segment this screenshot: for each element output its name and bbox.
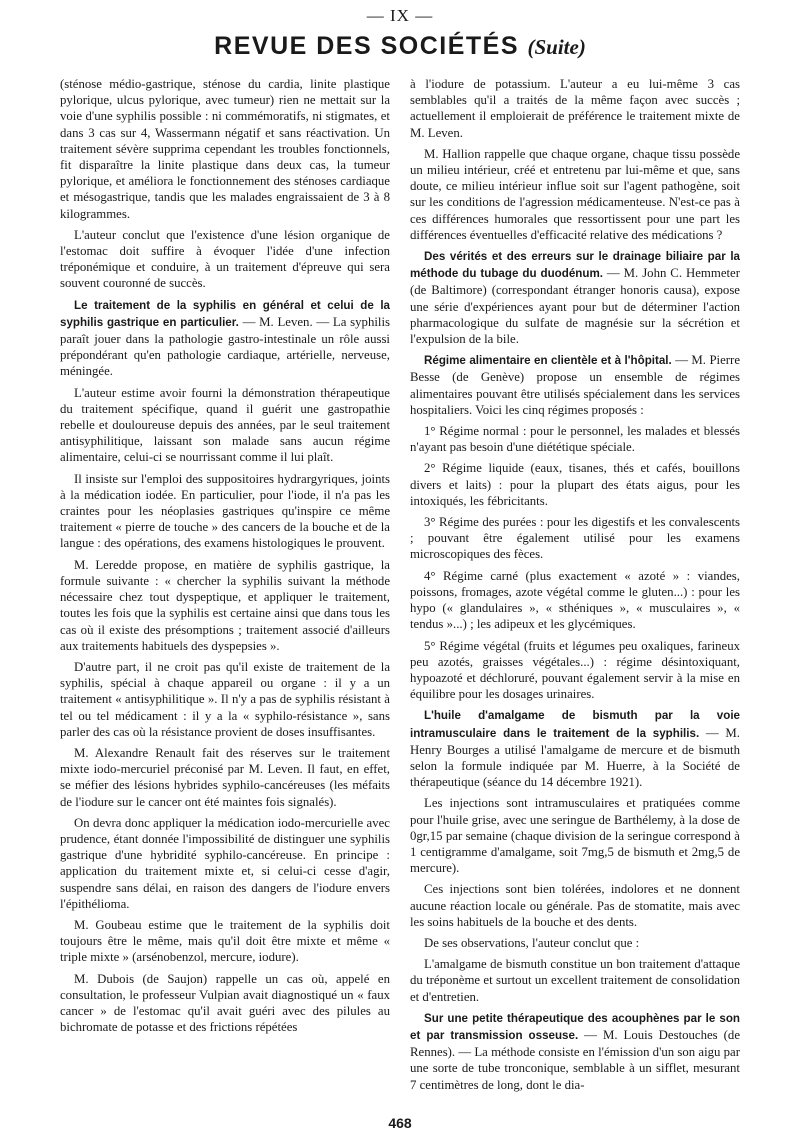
paragraph-text: 4° Régime carné (plus exactement « azoté » : viandes, poissons, fromages, azote végétal comme le gluten...) : pour les hypo (« glandulaires », « sthéniques », « musculaires », « tendus »...) ; les adipeux et les glycémiques. (410, 568, 740, 632)
paragraph-text: à l'iodure de potassium. L'auteur a eu lui-même 3 cas semblables qu'il a traités de la même façon avec succès ; actuellement il emploierait de préférence le traitement mixte de M. Leven. (410, 77, 740, 140)
paragraph (410, 956, 740, 1005)
paragraph-text: M. Leredde propose, en matière de syphilis gastrique, la formule suivante : « chercher la syphilis suivant la méthode nécessaire chez tout dyspeptique, et appliquer le traitement, toutes les fois que la syphilis est certaine ainsi que dans tous les cas où il existe des présomptions ; traitement associé d'ailleurs aux traitements habituels des dyspepsies ». (60, 557, 390, 653)
section-heading: Régime alimentaire en clientèle et à l'hôpital. (424, 354, 672, 368)
columns (60, 76, 740, 1098)
paragraph-text: Il insiste sur l'emploi des suppositoires hydrargyriques, joints à la médication iodée. En particulier, pour l'iode, il n'a pas les craintes pour les néoplasies gastriques qu'inspire ce même traitement « pierre de touche » des cancers de la bouche et de la langue : des opérations, des examens histologiques le prouvent. (60, 471, 390, 551)
paragraph (60, 297, 390, 380)
paragraph (410, 248, 740, 347)
paragraph-text: — M. Leven. — La syphilis paraît jouer dans la pathologie gastro-intestinale un rôle aussi prépondérant qu'en pathologie cardiaque, artérielle, nerveuse, méningée. (60, 314, 391, 379)
roman-page-number: — IX — (366, 6, 434, 25)
paragraph-text: L'auteur conclut que l'existence d'une lésion organique de l'estomac doit suffire à évoquer l'idée d'une infection tréponémique et conduire, à un traitement d'épreuve qui sera souvent couronné de succès. (60, 227, 390, 291)
paragraph-text: Les injections sont intramusculaires et pratiquées comme pour l'huile grise, avec une seringue de Barthélemy, à la dose de 0gr,15 par semaine (chaque division de la seringue correspond à 1 centigramme d'amalgame, soit 7mg,5 de bismuth et 2mg,5 de mercure). (410, 796, 740, 876)
paragraph-text: M. Dubois (de Saujon) rappelle un cas où, appelé en consultation, le professeur Vulpian avait diagnostiqué un « faux cancer » de l'estomac qu'il avait guéri avec des pilules au bichromate de potasse et des frictions répétées (60, 971, 390, 1035)
paragraph-text: Ces injections sont bien tolérées, indolores et ne donnent aucune réaction locale ou générale. Pas de stomatite, mais avec les soins habituels de la bouche et des dents. (410, 882, 740, 929)
paragraph-text: L'auteur estime avoir fourni la démonstration thérapeutique du traitement spécifique, quand il guérit une gastropathie rebelle et douloureuse depuis des années, par le seul traitement antisyphilitique, laissant son malade sans aucun régime alimentaire, celui-ci se nourrissant comme il lui plaît. (60, 385, 390, 465)
page-title (0, 32, 800, 61)
section-heading: Le traitement de la syphilis en général et celui de la syphilis gastrique en particulier. (60, 298, 390, 329)
paragraph-text: (sténose médio-gastrique, sténose du cardia, linite plastique pylorique, ulcus pylorique, avec tumeur) rien ne mettait sur la voie d'une syphilis possible : ni commémoratifs, ni stigmates, et dans 3 cas sur 4, Wassermann négatif et sans réactivation. Un traitement sévère supprima cependant les troubles fonctionnels, fit disparaître la linite plastique dans deux cas, la tumeur pylorique, et améliora le fonctionnement des sténoses cardiaque et mésogastrique, tandis que les malades engraissaient de 3 à 8 kilogrammes. (60, 77, 390, 221)
paragraph-text: M. Goubeau estime que le traitement de la syphilis doit toujours être le même, mais qu'il doit être mixte et même « triple mixte » (arsénobenzol, mercure, iodure). (60, 917, 390, 965)
section-heading: L'huile d'amalgame de bismuth par la voie intramusculaire dans le traitement de la syphilis. (410, 709, 740, 740)
section-heading: Des vérités et des erreurs sur le drainage biliaire par la méthode du tubage du duodénum. (410, 250, 740, 281)
paragraph (60, 815, 390, 912)
paragraph-text: On devra donc appliquer la médication iodo-mercurielle avec prudence, étant donnée l'impossibilité de distinguer une syphilis gastrique d'une hybridité syphilo-cancéreuse. En principe : application du traitement mixte et, si celui-ci cesse d'agir, suspendre sans délai, en raison des dangers de l'iodure envers l'épithélioma. (60, 815, 390, 911)
paragraph (410, 460, 740, 509)
title-suite: (Suite) (527, 35, 586, 59)
paragraph (410, 881, 740, 930)
paragraph (60, 659, 390, 740)
paragraph-text: L'amalgame de bismuth constitue un bon traitement d'attaque du tréponème et surtout un excellent traitement de consolidation et d'entretien. (410, 957, 740, 1004)
paragraph (410, 146, 740, 243)
footer-page-number: 468 (388, 1115, 412, 1131)
paragraph (410, 935, 740, 951)
paragraph (60, 385, 390, 466)
section-heading: Sur une petite thérapeutique des acouphènes par le son et par transmission osseuse. (410, 1011, 740, 1042)
paragraph-text: — M. Louis Destouches (de Rennes). — La méthode consiste en l'émission d'un son aigu par une sorte de tube tronconique, semblable à un sifflet, mesurant 7 centimètres de long, dont le dia- (410, 1027, 740, 1092)
paragraph-text: — M. Henry Bourges a utilisé l'amalgame de mercure et de bismuth selon la formule indiquée par M. Huerre, à la Société de thérapeutique (séance du 14 décembre 1921). (410, 725, 740, 790)
paragraph (60, 745, 390, 810)
paragraph (60, 917, 390, 966)
paragraph-text: 2° Régime liquide (eaux, tisanes, thés et cafés, bouillons divers et laits) : pour la plupart des états aigus, pour les intoxiqués, les fébricitants. (410, 461, 740, 508)
paragraph (60, 227, 390, 292)
paragraph (410, 707, 740, 790)
paragraph-text: De ses observations, l'auteur conclut que : (424, 935, 640, 950)
paragraph (60, 471, 390, 552)
paragraph (410, 76, 740, 141)
paragraph (410, 1010, 740, 1093)
paragraph (60, 557, 390, 654)
paragraph (60, 76, 390, 222)
paragraph (410, 352, 740, 418)
paragraph (410, 514, 740, 563)
paragraph (410, 423, 740, 455)
paragraph-text: M. Hallion rappelle que chaque organe, chaque tissu possède un milieu intérieur, créé et entretenu par lui-même et que, sans doute, ce milieu intérieur influe soit sur l'agent pathogène, soit sur les conditions de l'agression médicamenteuse. N'est-ce pas à ces différences humorales que ressortissent pour une part les différences éventuelles d'efficacité relative des médications ? (410, 146, 740, 242)
paragraph (60, 971, 390, 1036)
paragraph (410, 638, 740, 703)
paragraph-text: 1° Régime normal : pour le personnel, les malades et blessés n'ayant pas besoin d'une diététique spéciale. (410, 424, 740, 455)
paragraph-text: 5° Régime végétal (fruits et légumes peu oxaliques, farineux peu azotés, graisses végétales...) : régime désintoxiquant, hypoazoté et déchloruré, pouvant également servir à la mise en équilibre pour les dosages urinaires. (410, 638, 740, 702)
paragraph-text: — M. John C. Hemmeter (de Baltimore) (correspondant étranger honoris causa), expose une série d'expériences ayant pour but de déterminer l'action pharmacologique du sulfate de magnésie sur la sécrétion et l'expulsion de la bile. (410, 266, 740, 347)
title-text: REVUE DES SOCIÉTÉS (214, 32, 520, 60)
paragraph-text: — M. Pierre Besse (de Genève) propose un ensemble de régimes alimentaires pouvant être utilisés spécialement dans les services hospitaliers. Voici les cinq régimes proposés : (410, 353, 740, 417)
paragraph (410, 568, 740, 633)
paragraph-text: 3° Régime des purées : pour les digestifs et les convalescents ; pouvant être également utilisé pour les examens microscopiques des fèces. (410, 515, 740, 562)
right-column (410, 76, 740, 1098)
left-column (60, 76, 390, 1098)
paragraph-text: D'autre part, il ne croit pas qu'il existe de traitement de la syphilis, spécial à chaque appareil ou organe : il y a un traitement « antisyphilitique ». Il n'y a pas de syphilis résistant à tel ou tel médicament : il y a la « syphilo-résistance », sans parler des cas où la résistance provient de doses insuffisantes. (60, 659, 390, 739)
paragraph-text: M. Alexandre Renault fait des réserves sur le traitement mixte iodo-mercuriel préconisé par M. Leven. Il faut, en effet, se méfier des lésions hybrides syphilo-cancéreuses (les méfaits de l'iodure sur le cancer ont été maintes fois signalés). (60, 745, 390, 809)
paragraph (410, 795, 740, 876)
